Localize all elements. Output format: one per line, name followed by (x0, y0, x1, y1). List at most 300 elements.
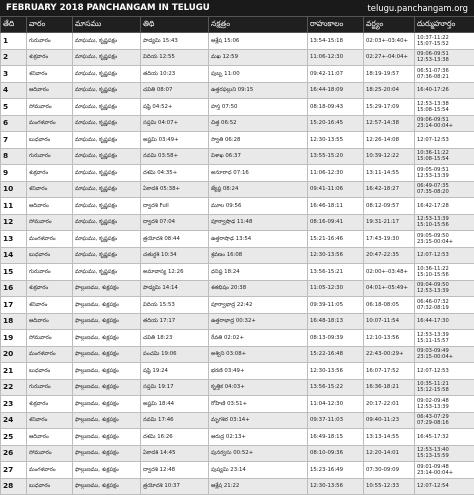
rahukalam-cell: 08:18-09:43 (308, 99, 364, 116)
durmuhurtham-cell (415, 379, 474, 396)
date-cell: 25 (1, 429, 27, 446)
rahukalam-cell: 09:39-11:05 (308, 297, 364, 314)
month-cell: ఫాల్గుణము, శుక్లపక్షం (73, 462, 141, 479)
durmuhurtham-time: 12:53-13:39 (417, 216, 472, 222)
col-tithi: తిథి (141, 17, 209, 33)
col-date: తేది (1, 17, 27, 33)
nakshatra-cell: పూర్వాభాద్ర 22:42 (209, 297, 308, 314)
month-cell: ఫాల్గుణము, శుక్లపక్షం (73, 297, 141, 314)
date-cell: 1 (1, 33, 27, 50)
rahukalam-cell: 16:48-18:13 (308, 313, 364, 330)
date-cell: 2 (1, 49, 27, 66)
month-cell: ఫాల్గుణము, శుక్లపక్షం (73, 478, 141, 495)
month-cell: మాఘము, కృష్ణపక్షం (73, 214, 141, 231)
rahukalam-cell: 12:30-13:55 (308, 132, 364, 149)
date-cell: 11 (1, 198, 27, 215)
date-cell: 12 (1, 214, 27, 231)
tithi-cell: ద్వాదశి 12:48 (141, 462, 209, 479)
varjyam-cell: 12:10-13:56 (364, 330, 415, 347)
durmuhurtham-time: 07:36-08:21 (417, 74, 472, 80)
col-varjyam: వర్జ్యం (364, 17, 415, 33)
varjyam-cell: 02:00+-03:48+ (364, 264, 415, 281)
durmuhurtham-time: 09:01-09:48 (417, 464, 472, 470)
rahukalam-cell: 08:10-09:36 (308, 445, 364, 462)
rahukalam-cell: 13:56-15:22 (308, 379, 364, 396)
varjyam-cell: 12:26-14:08 (364, 132, 415, 149)
durmuhurtham-time: 12:07-12:53 (417, 137, 472, 143)
weekday-cell: సోమవారం (27, 330, 73, 347)
durmuhurtham-cell (415, 363, 474, 380)
weekday-cell: గురువారం (27, 379, 73, 396)
durmuhurtham-time: 10:35-11:21 (417, 381, 472, 387)
table-row (1, 198, 474, 215)
weekday-cell: శనివారం (27, 297, 73, 314)
weekday-cell: బుధవారం (27, 478, 73, 495)
nakshatra-cell: స్వాతి 06:28 (209, 132, 308, 149)
tithi-cell: దశమి 16:26 (141, 429, 209, 446)
tithi-cell: సప్తమి 19:17 (141, 379, 209, 396)
tithi-cell: షష్ఠి 19:24 (141, 363, 209, 380)
date-cell: 24 (1, 412, 27, 429)
date-cell: 22 (1, 379, 27, 396)
nakshatra-cell: అశ్విని 03:08+ (209, 346, 308, 363)
table-row (1, 379, 474, 396)
durmuhurtham-time: 09:05-09:51 (417, 167, 472, 173)
month-cell: ఫాల్గుణము, శుక్లపక్షం (73, 330, 141, 347)
tithi-cell: చవితి 08:07 (141, 82, 209, 99)
varjyam-cell: 17:43-19:30 (364, 231, 415, 248)
weekday-cell: మంగళవారం (27, 462, 73, 479)
rahukalam-cell: 11:06-12:30 (308, 49, 364, 66)
table-row (1, 231, 474, 248)
durmuhurtham-time: 15:12-15:58 (417, 387, 472, 393)
rahukalam-cell: 12:30-13:56 (308, 247, 364, 264)
nakshatra-cell: మఖ 12:59 (209, 49, 308, 66)
month-cell: ఫాల్గుణము, శుక్లపక్షం (73, 379, 141, 396)
varjyam-cell: 20:47-22:35 (364, 247, 415, 264)
rahukalam-cell: 16:49-18:15 (308, 429, 364, 446)
durmuhurtham-time: 15:13-15:59 (417, 453, 472, 459)
month-cell: మాఘము, కృష్ణపక్షం (73, 148, 141, 165)
durmuhurtham-cell (415, 115, 474, 132)
table-row (1, 115, 474, 132)
weekday-cell: శుక్రవారం (27, 396, 73, 413)
durmuhurtham-time: 07:29-08:16 (417, 420, 472, 426)
table-row (1, 297, 474, 314)
table-row (1, 330, 474, 347)
weekday-cell: మంగళవారం (27, 346, 73, 363)
weekday-cell: సోమవారం (27, 445, 73, 462)
title-banner (0, 0, 474, 16)
durmuhurtham-time: 10:37-11:22 (417, 35, 472, 41)
durmuhurtham-time: 09:02-09:48 (417, 398, 472, 404)
nakshatra-cell: మృగశిర 03:14+ (209, 412, 308, 429)
durmuhurtham-cell (415, 264, 474, 281)
varjyam-cell: 12:20-14:01 (364, 445, 415, 462)
weekday-cell: గురువారం (27, 33, 73, 50)
nakshatra-cell: జ్యేష్ఠ 08:24 (209, 181, 308, 198)
durmuhurtham-cell (415, 66, 474, 83)
durmuhurtham-time: 12:53-13:38 (417, 101, 472, 107)
date-cell: 15 (1, 264, 27, 281)
durmuhurtham-cell (415, 214, 474, 231)
rahukalam-cell: 15:22-16:48 (308, 346, 364, 363)
table-row (1, 445, 474, 462)
month-cell: ఫాల్గుణము, శుక్లపక్షం (73, 363, 141, 380)
col-nakshatra: నక్షత్రం (209, 17, 308, 33)
tithi-cell: పాడ్యమి 14:14 (141, 280, 209, 297)
durmuhurtham-time: 12:53-13:39 (417, 404, 472, 410)
table-row (1, 313, 474, 330)
durmuhurtham-cell (415, 148, 474, 165)
month-cell: మాఘము, కృష్ణపక్షం (73, 264, 141, 281)
date-cell: 21 (1, 363, 27, 380)
varjyam-cell: 13:11-14:55 (364, 165, 415, 182)
durmuhurtham-time: 12:53-13:39 (417, 173, 472, 179)
nakshatra-cell: మూల 09:56 (209, 198, 308, 215)
tithi-cell: అమావాస్య 12:26 (141, 264, 209, 281)
tithi-cell: పాడ్యమి 15:43 (141, 33, 209, 50)
tithi-cell: ఏకాదశి 05:38+ (141, 181, 209, 198)
nakshatra-cell: శతభిషం 20:38 (209, 280, 308, 297)
durmuhurtham-time: 16:45-17:32 (417, 434, 472, 440)
table-row (1, 99, 474, 116)
table-row (1, 429, 474, 446)
weekday-cell: మంగళవారం (27, 231, 73, 248)
col-rahukalam: రాహుకాలం (308, 17, 364, 33)
durmuhurtham-cell (415, 247, 474, 264)
tithi-cell: తదియ 10:23 (141, 66, 209, 83)
durmuhurtham-cell (415, 462, 474, 479)
rahukalam-cell: 12:30-13:56 (308, 363, 364, 380)
varjyam-cell: 06:18-08:05 (364, 297, 415, 314)
month-cell: మాఘము, కృష్ణపక్షం (73, 82, 141, 99)
month-cell: ఫాల్గుణము, శుక్లపక్షం (73, 346, 141, 363)
nakshatra-cell: ధనిష్ఠ 18:24 (209, 264, 308, 281)
nakshatra-cell: అనూరాధ 07:16 (209, 165, 308, 182)
durmuhurtham-cell (415, 280, 474, 297)
nakshatra-cell: పుబ్బ 11:00 (209, 66, 308, 83)
month-cell: ఫాల్గుణము, శుక్లపక్షం (73, 412, 141, 429)
table-row (1, 280, 474, 297)
weekday-cell: బుధవారం (27, 132, 73, 149)
nakshatra-cell: హస్త 07:50 (209, 99, 308, 116)
weekday-cell: మంగళవారం (27, 115, 73, 132)
col-durmuhurtham: దుర్ముహూర్తం (415, 17, 474, 33)
durmuhurtham-time: 15:08-15:54 (417, 107, 472, 113)
rahukalam-cell: 15:23-16:49 (308, 462, 364, 479)
durmuhurtham-cell (415, 313, 474, 330)
durmuhurtham-cell (415, 429, 474, 446)
durmuhurtham-cell (415, 132, 474, 149)
durmuhurtham-cell (415, 198, 474, 215)
weekday-cell: ఆదివారం (27, 313, 73, 330)
varjyam-cell: 16:36-18:21 (364, 379, 415, 396)
nakshatra-cell: ఆశ్లేష 15:06 (209, 33, 308, 50)
month-cell: మాఘము, కృష్ణపక్షం (73, 198, 141, 215)
rahukalam-cell: 08:13-09:39 (308, 330, 364, 347)
durmuhurtham-time: 23:15-00:04+ (417, 354, 472, 360)
varjyam-cell: 04:01+-05:49+ (364, 280, 415, 297)
table-row (1, 49, 474, 66)
date-cell: 19 (1, 330, 27, 347)
nakshatra-cell: కృత్తిక 04:03+ (209, 379, 308, 396)
varjyam-cell: 20:17-22:01 (364, 396, 415, 413)
durmuhurtham-time: 15:07-15:52 (417, 41, 472, 47)
tithi-cell: దశమి 04:35+ (141, 165, 209, 182)
durmuhurtham-time: 10:36-11:22 (417, 266, 472, 272)
tithi-cell: సప్తమి 04:07+ (141, 115, 209, 132)
rahukalam-cell: 09:42-11:07 (308, 66, 364, 83)
durmuhurtham-time: 12:53-13:39 (417, 288, 472, 294)
table-row (1, 132, 474, 149)
table-row (1, 181, 474, 198)
durmuhurtham-time: 16:44-17:30 (417, 318, 472, 324)
month-cell: మాఘము, కృష్ణపక్షం (73, 165, 141, 182)
varjyam-cell: 10:55-12:33 (364, 478, 415, 495)
weekday-cell: శుక్రవారం (27, 280, 73, 297)
rahukalam-cell: 15:20-16:45 (308, 115, 364, 132)
tithi-cell: తదియ 17:17 (141, 313, 209, 330)
durmuhurtham-cell (415, 330, 474, 347)
tithi-cell: నవమి 03:58+ (141, 148, 209, 165)
col-month: మాసము (73, 17, 141, 33)
nakshatra-cell: ఆరుద్ర 02:13+ (209, 429, 308, 446)
durmuhurtham-time: 15:10-15:56 (417, 222, 472, 228)
durmuhurtham-time: 15:11-15:57 (417, 338, 472, 344)
nakshatra-cell: విశాఖ 06:37 (209, 148, 308, 165)
date-cell: 4 (1, 82, 27, 99)
durmuhurtham-time: 15:10-15:56 (417, 272, 472, 278)
date-cell: 13 (1, 231, 27, 248)
nakshatra-cell: భరణి 03:49+ (209, 363, 308, 380)
varjyam-cell: 02:03+-03:40+ (364, 33, 415, 50)
tithi-cell: షష్ఠి 04:52+ (141, 99, 209, 116)
nakshatra-cell: పుష్యమి 23:14 (209, 462, 308, 479)
durmuhurtham-time: 09:06-09:51 (417, 51, 472, 57)
tithi-cell: ద్వాదశి 07:04 (141, 214, 209, 231)
rahukalam-cell: 16:46-18:11 (308, 198, 364, 215)
rahukalam-cell: 11:06-12:30 (308, 165, 364, 182)
durmuhurtham-time: 06:51-07:36 (417, 68, 472, 74)
month-cell: ఫాల్గుణము, శుక్లపక్షం (73, 429, 141, 446)
tithi-cell: విదియ 12:55 (141, 49, 209, 66)
table-row (1, 165, 474, 182)
weekday-cell: ఆదివారం (27, 198, 73, 215)
varjyam-cell: 09:40-11:23 (364, 412, 415, 429)
table-header-row (1, 17, 474, 33)
rahukalam-cell: 09:37-11:03 (308, 412, 364, 429)
durmuhurtham-time: 23:15-00:04+ (417, 239, 472, 245)
durmuhurtham-time: 10:36-11:22 (417, 150, 472, 156)
varjyam-cell: 13:13-14:55 (364, 429, 415, 446)
varjyam-cell: 18:25-20:04 (364, 82, 415, 99)
durmuhurtham-time: 23:14-00:04+ (417, 470, 472, 476)
durmuhurtham-time: 15:08-15:54 (417, 156, 472, 162)
weekday-cell: శుక్రవారం (27, 49, 73, 66)
table-row (1, 214, 474, 231)
month-cell: మాఘము, కృష్ణపక్షం (73, 247, 141, 264)
month-cell: ఫాల్గుణము, శుక్లపక్షం (73, 445, 141, 462)
durmuhurtham-cell (415, 181, 474, 198)
nakshatra-cell: రేవతి 02:02+ (209, 330, 308, 347)
varjyam-cell: 10:39-12:22 (364, 148, 415, 165)
rahukalam-cell: 09:41-11:06 (308, 181, 364, 198)
weekday-cell: శనివారం (27, 66, 73, 83)
varjyam-cell: 19:31-21:17 (364, 214, 415, 231)
rahukalam-cell: 12:30-13:56 (308, 478, 364, 495)
tithi-cell: త్రయోదశి 08:44 (141, 231, 209, 248)
durmuhurtham-time: 12:53-13:39 (417, 332, 472, 338)
table-row (1, 462, 474, 479)
month-cell: మాఘము, కృష్ణపక్షం (73, 231, 141, 248)
rahukalam-cell: 13:54-15:18 (308, 33, 364, 50)
durmuhurtham-time: 12:53-13:40 (417, 447, 472, 453)
page-title: FEBRUARY 2018 PANCHANGAM IN TELUGU (6, 3, 210, 13)
table-row (1, 412, 474, 429)
date-cell: 23 (1, 396, 27, 413)
nakshatra-cell: రోహిణి 03:51+ (209, 396, 308, 413)
table-row (1, 82, 474, 99)
weekday-cell: గురువారం (27, 264, 73, 281)
tithi-cell: పంచమి 19:06 (141, 346, 209, 363)
durmuhurtham-time: 23:14-00:04+ (417, 123, 472, 129)
month-cell: మాఘము, కృష్ణపక్షం (73, 181, 141, 198)
month-cell: మాఘము, కృష్ణపక్షం (73, 49, 141, 66)
rahukalam-cell: 15:21-16:46 (308, 231, 364, 248)
weekday-cell: ఆదివారం (27, 429, 73, 446)
table-row (1, 148, 474, 165)
date-cell: 8 (1, 148, 27, 165)
date-cell: 5 (1, 99, 27, 116)
date-cell: 26 (1, 445, 27, 462)
table-row (1, 33, 474, 50)
nakshatra-cell: ఉత్తరఫల్గుని 09:15 (209, 82, 308, 99)
rahukalam-cell: 11:05-12:30 (308, 280, 364, 297)
date-cell: 20 (1, 346, 27, 363)
table-row (1, 247, 474, 264)
col-weekday: వారం (27, 17, 73, 33)
table-row (1, 363, 474, 380)
date-cell: 7 (1, 132, 27, 149)
nakshatra-cell: ఉత్తరాభాద్ర 00:32+ (209, 313, 308, 330)
table-row (1, 396, 474, 413)
nakshatra-cell: ఆశ్లేష 21:22 (209, 478, 308, 495)
durmuhurtham-time: 07:32-08:19 (417, 305, 472, 311)
tithi-cell: అష్టమి 03:49+ (141, 132, 209, 149)
weekday-cell: బుధవారం (27, 363, 73, 380)
durmuhurtham-time: 09:05-09:50 (417, 233, 472, 239)
tithi-cell: చవితి 18:23 (141, 330, 209, 347)
durmuhurtham-cell (415, 49, 474, 66)
tithi-cell: అష్టమి 18:44 (141, 396, 209, 413)
varjyam-cell: 12:57-14:38 (364, 115, 415, 132)
durmuhurtham-time: 12:53-13:38 (417, 57, 472, 63)
date-cell: 27 (1, 462, 27, 479)
durmuhurtham-cell (415, 412, 474, 429)
durmuhurtham-time: 16:42-17:28 (417, 203, 472, 209)
weekday-cell: సోమవారం (27, 214, 73, 231)
date-cell: 17 (1, 297, 27, 314)
tithi-cell: నవమి 17:46 (141, 412, 209, 429)
rahukalam-cell: 16:44-18:09 (308, 82, 364, 99)
weekday-cell: బుధవారం (27, 247, 73, 264)
varjyam-cell: 08:12-09:57 (364, 198, 415, 215)
durmuhurtham-time: 06:43-07:29 (417, 414, 472, 420)
durmuhurtham-time: 07:35-08:20 (417, 189, 472, 195)
weekday-cell: శనివారం (27, 181, 73, 198)
weekday-cell: శనివారం (27, 412, 73, 429)
table-row (1, 346, 474, 363)
nakshatra-cell: పునర్వసు 00:52+ (209, 445, 308, 462)
date-cell: 9 (1, 165, 27, 182)
month-cell: మాఘము, కృష్ణపక్షం (73, 33, 141, 50)
month-cell: ఫాల్గుణము, శుక్లపక్షం (73, 396, 141, 413)
date-cell: 14 (1, 247, 27, 264)
date-cell: 16 (1, 280, 27, 297)
varjyam-cell: 16:07-17:52 (364, 363, 415, 380)
durmuhurtham-time: 06:46-07:32 (417, 299, 472, 305)
tithi-cell: ఏకాదశి 14:45 (141, 445, 209, 462)
month-cell: మాఘము, కృష్ణపక్షం (73, 115, 141, 132)
nakshatra-cell: పూర్వాషాఢ 11:48 (209, 214, 308, 231)
varjyam-cell: 10:07-11:54 (364, 313, 415, 330)
date-cell: 18 (1, 313, 27, 330)
date-cell: 6 (1, 115, 27, 132)
durmuhurtham-cell (415, 478, 474, 495)
month-cell: ఫాల్గుణము, శుక్లపక్షం (73, 280, 141, 297)
rahukalam-cell: 11:04-12:30 (308, 396, 364, 413)
durmuhurtham-cell (415, 297, 474, 314)
tithi-cell: చతుర్దశి 10:34 (141, 247, 209, 264)
durmuhurtham-time: 09:06-09:51 (417, 117, 472, 123)
month-cell: మాఘము, కృష్ణపక్షం (73, 66, 141, 83)
tithi-cell: విదియ 15:53 (141, 297, 209, 314)
varjyam-cell: 18:19-19:57 (364, 66, 415, 83)
durmuhurtham-time: 12:07-12:53 (417, 368, 472, 374)
rahukalam-cell: 08:16-09:41 (308, 214, 364, 231)
varjyam-cell: 22:43-00:29+ (364, 346, 415, 363)
varjyam-cell: 16:42-18:27 (364, 181, 415, 198)
nakshatra-cell: ఉత్తరాషాఢ 13:54 (209, 231, 308, 248)
panchangam-table (0, 16, 474, 495)
date-cell: 28 (1, 478, 27, 495)
varjyam-cell: 15:29-17:09 (364, 99, 415, 116)
durmuhurtham-time: 12:07-12:54 (417, 483, 472, 489)
weekday-cell: సోమవారం (27, 99, 73, 116)
tithi-cell: ద్వాదశి Full (141, 198, 209, 215)
weekday-cell: గురువారం (27, 148, 73, 165)
durmuhurtham-time: 09:03-09:49 (417, 348, 472, 354)
nakshatra-cell: చిత్త 06:52 (209, 115, 308, 132)
date-cell: 10 (1, 181, 27, 198)
durmuhurtham-cell (415, 346, 474, 363)
table-row (1, 66, 474, 83)
durmuhurtham-cell (415, 165, 474, 182)
nakshatra-cell: శ్రవణం 16:08 (209, 247, 308, 264)
durmuhurtham-time: 06:49-07:35 (417, 183, 472, 189)
durmuhurtham-time: 12:07-12:53 (417, 252, 472, 258)
durmuhurtham-cell (415, 445, 474, 462)
durmuhurtham-cell (415, 33, 474, 50)
durmuhurtham-time: 16:40-17:26 (417, 87, 472, 93)
month-cell: ఫాల్గుణము, శుక్లపక్షం (73, 313, 141, 330)
weekday-cell: శుక్రవారం (27, 165, 73, 182)
durmuhurtham-time: 09:04-09:50 (417, 282, 472, 288)
rahukalam-cell: 13:55-15:20 (308, 148, 364, 165)
table-row (1, 478, 474, 495)
durmuhurtham-cell (415, 231, 474, 248)
